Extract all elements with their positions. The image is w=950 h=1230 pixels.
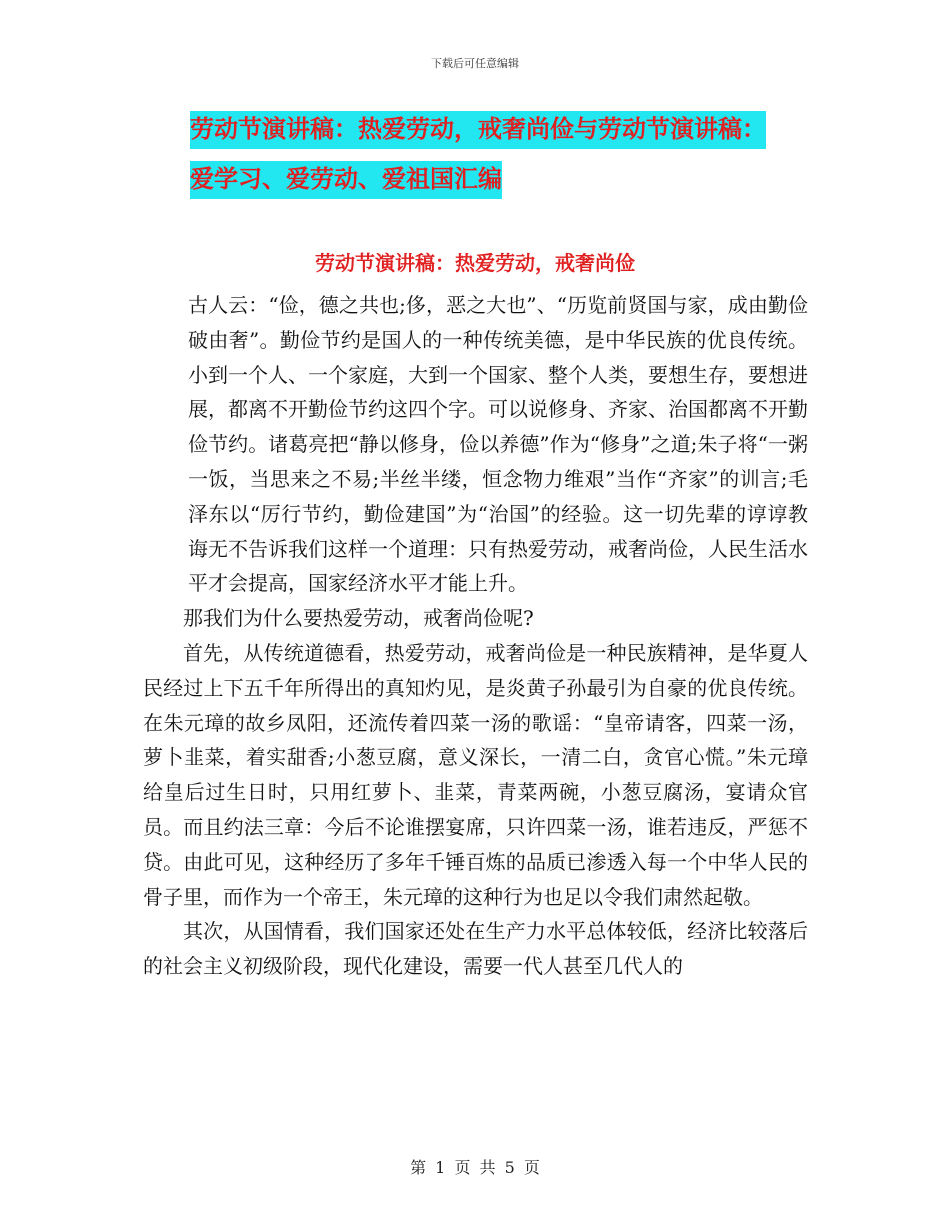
paragraph-3: 首先，从传统道德看，热爱劳动，戒奢尚俭是一种民族精神，是华夏人民经过上下五千年所得出的真知灼见，是炎黄子孙最引为自豪的优良传统。在朱元璋的故乡凤阳，还流传着四菜一汤的歌谣：“皇帝请客，四菜一汤，萝卜韭菜，着实甜香;小葱豆腐，意义深长，一清二白，贪官心慌。”朱元璋给皇后过生日时，只用红萝卜、韭菜，青菜两碗，小葱豆腐汤，宴请众官员。而且约法三章：今后不论谁摆宴席，只许四菜一汤，谁若违反，严惩不贷。由此可见，这种经历了多年千锤百炼的品质已渗透入每一个中华人民的骨子里，而作为一个帝王，朱元璋的这种行为也足以令我们肃然起敬。	[143, 640, 808, 909]
body-text	[143, 288, 808, 984]
section-title: 劳动节演讲稿：热爱劳动，戒奢尚俭	[315, 251, 635, 275]
header-note: 下载后可任意编辑	[431, 57, 519, 70]
title-line-1: 劳动节演讲稿：热爱劳动，戒奢尚俭与劳动节演讲稿：	[190, 111, 766, 149]
document-title	[190, 104, 830, 204]
title-line-2: 爱学习、爱劳动、爱祖国汇编	[190, 161, 502, 199]
paragraph-4: 其次，从国情看，我们国家还处在生产力水平总体较低，经济比较落后的社会主义初级阶段，现代化建设，需要一代人甚至几代人的	[143, 919, 808, 979]
paragraph-1: 古人云：“俭，德之共也;侈，恶之大也”、“历览前贤国与家，成由勤俭破由奢”。勤俭节约是国人的一种传统美德，是中华民族的优良传统。小到一个人、一个家庭，大到一个国家、整个人类，要想生存，要想进展，都离不开勤俭节约这四个字。可以说修身、齐家、治国都离不开勤俭节约。诸葛亮把“静以修身，俭以养德”作为“修身”之道;朱子将“一粥一饭，当思来之不易;半丝半缕，恒念物力维艰”当作“齐家”的训言;毛泽东以“厉行节约，勤俭建国”为“治国”的经验。这一切先辈的谆谆教诲无不告诉我们这样一个道理：只有热爱劳动，戒奢尚俭，人民生活水平才会提高，国家经济水平才能上升。	[188, 293, 808, 596]
page-number-footer: 第 1 页 共 5 页	[410, 1158, 540, 1177]
paragraph-2: 那我们为什么要热爱劳动，戒奢尚俭呢?	[183, 606, 534, 631]
